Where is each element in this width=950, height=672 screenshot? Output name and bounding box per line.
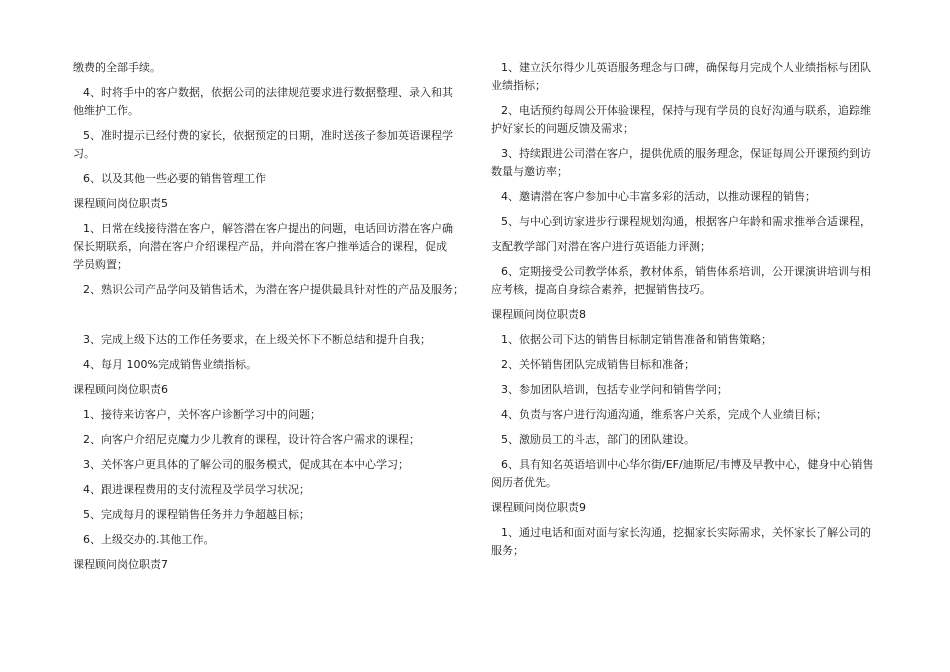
list-item: 4、邀请潜在客户参加中心丰富多彩的活动，以推动课程的销售； [501, 190, 816, 203]
list-item: 5、激励员工的斗志，部门的团队建设。 [501, 433, 695, 446]
paragraph-line: 阅历者优先。 [491, 476, 557, 489]
list-item: 3、参加团队培训，包括专业学问和销售学问； [501, 383, 728, 396]
section-heading: 课程顾问岗位职责6 [73, 383, 168, 396]
right-column [491, 61, 901, 569]
paragraph-line: 学员购置； [73, 258, 128, 271]
list-item: 2、关怀销售团队完成销售目标和准备； [501, 358, 695, 371]
list-item: 3、关怀客户更具体的了解公司的服务模式，促成其在本中心学习； [83, 458, 409, 471]
list-item: 2、电话预约每周公开体验课程，保持与现有学员的良好沟通与联系，追踪维 [501, 104, 871, 117]
section-heading: 课程顾问岗位职责5 [73, 197, 168, 210]
list-item: 2、熟识公司产品学问及销售话术，为潜在客户提供最具针对性的产品及服务； [83, 283, 464, 296]
paragraph-line: 业绩指标； [491, 79, 546, 92]
paragraph-line: 数量与邀访率； [491, 165, 568, 178]
paragraph-line: 应考核，提高自身综合素养，把握销售技巧。 [491, 283, 711, 296]
paragraph-line: 保长期联系，向潜在客户介绍课程产品，并向潜在客户推举适合的课程，促成 [73, 240, 447, 253]
section-heading: 课程顾问岗位职责9 [491, 501, 586, 514]
list-item: 4、负责与客户进行沟通沟通，维系客户关系，完成个人业绩目标； [501, 408, 827, 421]
list-item: 1、依据公司下达的销售目标制定销售准备和销售策略； [501, 333, 772, 346]
list-item: 6、以及其他一些必要的销售管理工作 [83, 172, 266, 185]
list-item: 6、定期接受公司教学体系，教材体系，销售体系培训，公开课演讲培训与相 [501, 265, 871, 278]
list-item: 4、跟进课程费用的支付流程及学员学习状况； [83, 483, 310, 496]
list-item: 5、完成每月的课程销售任务并力争超越目标； [83, 508, 310, 521]
section-heading: 课程顾问岗位职责7 [73, 558, 168, 571]
paragraph-line: 支配教学部门对潜在客户进行英语能力评测； [491, 240, 711, 253]
list-item: 1、建立沃尔得少儿英语服务理念与口碑，确保每月完成个人业绩指标与团队 [501, 61, 871, 74]
list-item: 4、时将手中的客户数据，依据公司的法律规范要求进行数据整理、录入和其 [83, 86, 453, 99]
spacer [73, 308, 483, 333]
section-heading: 课程顾问岗位职责8 [491, 308, 586, 321]
paragraph-line: 缴费的全部手续。 [73, 61, 161, 74]
list-item: 1、接待来访客户，关怀客户诊断学习中的问题； [83, 408, 321, 421]
list-item: 1、通过电话和面对面与家长沟通，挖掘家长实际需求，关怀家长了解公司的 [501, 526, 871, 539]
list-item: 5、与中心到访家进步行课程规划沟通，根据客户年龄和需求推举合适课程， [501, 215, 871, 228]
list-item: 2、向客户介绍尼克魔力少儿教育的课程，设计符合客户需求的课程； [83, 433, 420, 446]
list-item: 1、日常在线接待潜在客户，解答潜在客户提出的问题，电话回访潜在客户确 [83, 222, 453, 235]
list-item: 6、具有知名英语培训中心华尔街/EF/迪斯尼/韦博及早教中心，健身中心销售 [501, 458, 874, 471]
paragraph-line: 服务； [491, 544, 524, 557]
list-item: 3、完成上级下达的工作任务要求，在上级关怀下不断总结和提升自我； [83, 333, 431, 346]
list-item: 5、准时提示已经付费的家长，依据预定的日期，准时送孩子参加英语课程学 [83, 129, 453, 142]
paragraph-line: 护好家长的问题反馈及需求； [491, 122, 634, 135]
left-column [73, 61, 483, 583]
list-item: 4、每月 100%完成销售业绩指标。 [83, 358, 257, 371]
list-item: 3、持续跟进公司潜在客户，提供优质的服务理念，保证每周公开课预约到访 [501, 147, 871, 160]
list-item: 6、上级交办的.其他工作。 [83, 533, 215, 546]
paragraph-line: 他维护工作。 [73, 104, 139, 117]
paragraph-line: 习。 [73, 147, 95, 160]
